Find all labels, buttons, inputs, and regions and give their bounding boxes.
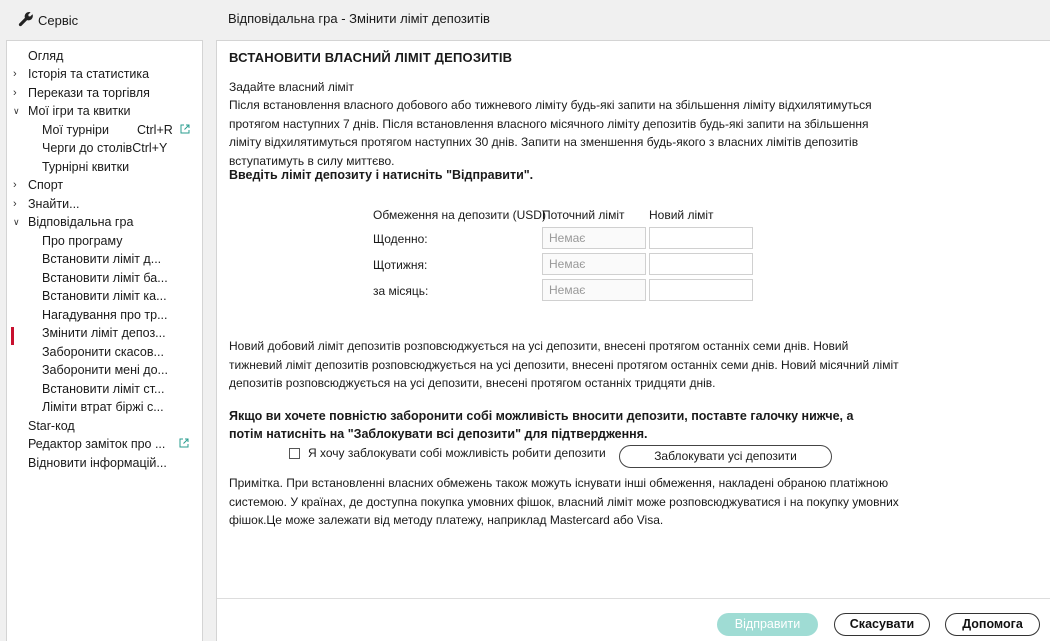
chevron-right-icon: › [13,198,17,210]
block-deposits-checkbox[interactable] [289,448,300,459]
note-text: Примітка. При встановленні власних обмежень також можуть існувати інші обмеження, накладені обраною платіжною системою. У країнах, де доступна покупка умовних фішок, власний ліміт може розповсюджуватися і на покупку умовних фішок.Це може залежати від методу платежу, наприклад Mastercard або Visa. [229,476,899,527]
column-header-limits: Обмеження на депозити (USD) [373,208,546,222]
new-limit-weekly-input[interactable] [649,253,753,275]
sidebar-item-sport[interactable]: › Спорт [13,178,64,192]
current-limit-monthly: Немає [542,279,646,301]
active-indicator [11,327,14,345]
sidebar-item-notes-editor[interactable]: Редактор заміток про ... [28,435,198,453]
external-link-icon [179,438,189,448]
shortcut-label: Ctrl+Y [132,141,168,155]
sidebar-item-transfers[interactable]: › Перекази та торгівля [13,86,150,100]
sidebar-item-find[interactable]: › Знайти... [13,197,80,211]
block-all-deposits-button[interactable]: Заблокувати усі депозити [619,445,832,468]
intro-text: Після встановлення власного добового або тижневого ліміту будь-які запити на збільшення ліміту відхилятимуться протягом наступних 7 днів. Після встановлення власного місячного ліміту депозитів будь-які запити на збільшення ліміту відхилятимуться протягом наступних 30 днів. Запити на зменшення будь-якого з власних лімітів депозитів вступатимуть в силу миттєво. [229,98,872,168]
sidebar-item-forbid-access[interactable]: Заборонити мені до... [42,363,168,377]
row-label-weekly: Щотижня: [373,258,428,272]
instruction-text: Введіть ліміт депозиту і натисніть "Відправити". [229,168,534,182]
current-limit-weekly: Немає [542,253,646,275]
new-limit-monthly-input[interactable] [649,279,753,301]
sidebar-item-change-deposit-limit[interactable]: Змінити ліміт депоз... [42,326,166,340]
current-limit-daily: Немає [542,227,646,249]
sidebar-item-responsible-gaming[interactable]: ∨ Відповідальна гра [13,215,134,229]
submit-button[interactable]: Відправити [717,613,818,636]
title-bar [0,0,1050,38]
sidebar-item-exchange-loss-limits[interactable]: Ліміти втрат біржі с... [42,400,164,414]
sidebar-item-forbid-cancel[interactable]: Заборонити скасов... [42,345,164,359]
block-deposits-checkbox-row[interactable] [289,446,606,460]
block-instruction: Якщо ви хочете повністю заборонити собі можливість вносити депозити, поставте галочку нижче, а потім натисніть на "Заблокувати всі депозити" для підтвердження. [229,409,854,441]
chevron-down-icon: ∨ [13,106,20,116]
help-button[interactable]: Допомога [945,613,1040,636]
sidebar-item-set-limit-ka[interactable]: Встановити ліміт ка... [42,289,167,303]
sidebar-item-star-code[interactable]: Star-код [28,419,75,433]
row-label-monthly: за місяць: [373,284,429,298]
wrench-icon [18,11,34,30]
cancel-button[interactable]: Скасувати [834,613,930,636]
window-title: Відповідальна гра - Змінити ліміт депозитів [228,11,490,26]
sidebar-item-my-tournaments[interactable]: Мої турніри Ctrl+R [42,121,192,139]
chevron-right-icon: › [13,68,17,80]
new-limit-daily-input[interactable] [649,227,753,249]
column-header-current: Поточний ліміт [542,208,625,222]
sidebar-item-table-queues[interactable]: Черги до столівCtrl+Y [42,141,168,155]
sidebar [6,40,203,641]
sidebar-item-overview[interactable]: Огляд [28,49,64,63]
checkbox-label: Я хочу заблокувати собі можливість робити депозити [308,446,606,460]
chevron-right-icon: › [13,179,17,191]
page-title: ВСТАНОВИТИ ВЛАСНИЙ ЛІМІТ ДЕПОЗИТІВ [229,50,513,65]
app-menu-service[interactable] [18,11,78,30]
sidebar-item-about[interactable]: Про програму [42,234,123,248]
sidebar-item-my-games[interactable]: ∨ Мої ігри та квитки [13,104,131,118]
sidebar-item-set-limit-ba[interactable]: Встановити ліміт ба... [42,271,168,285]
shortcut-label: Ctrl+R [137,123,173,137]
sidebar-item-restore-info[interactable]: Відновити інформацій... [28,456,167,470]
sidebar-item-set-limit-d[interactable]: Встановити ліміт д... [42,252,162,266]
subtitle: Задайте власний ліміт [229,80,354,94]
chevron-right-icon: › [13,87,17,99]
row-label-daily: Щоденно: [373,232,428,246]
sidebar-item-tournament-tickets[interactable]: Турнірні квитки [42,160,130,174]
main-panel [216,40,1050,641]
footer-divider [217,598,1050,599]
chevron-down-icon: ∨ [13,217,20,227]
sidebar-item-history[interactable]: › Історія та статистика [13,67,150,81]
app-title: Сервіс [38,13,79,28]
sidebar-item-reminder[interactable]: Нагадування про тр... [42,308,168,322]
info-text: Новий добовий ліміт депозитів розповсюджується на усі депозити, внесені протягом останніх семи днів. Новий тижневий ліміт депозитів розповсюджується на усі депозити, внесені протягом останніх семи днів. Новий місячний ліміт депозитів розповсюджується на усі депозити, внесені протягом останніх тридцяти днів. [229,339,899,390]
sidebar-item-set-limit-st[interactable]: Встановити ліміт ст... [42,382,165,396]
external-link-icon [180,124,190,134]
column-header-new: Новий ліміт [649,208,714,222]
